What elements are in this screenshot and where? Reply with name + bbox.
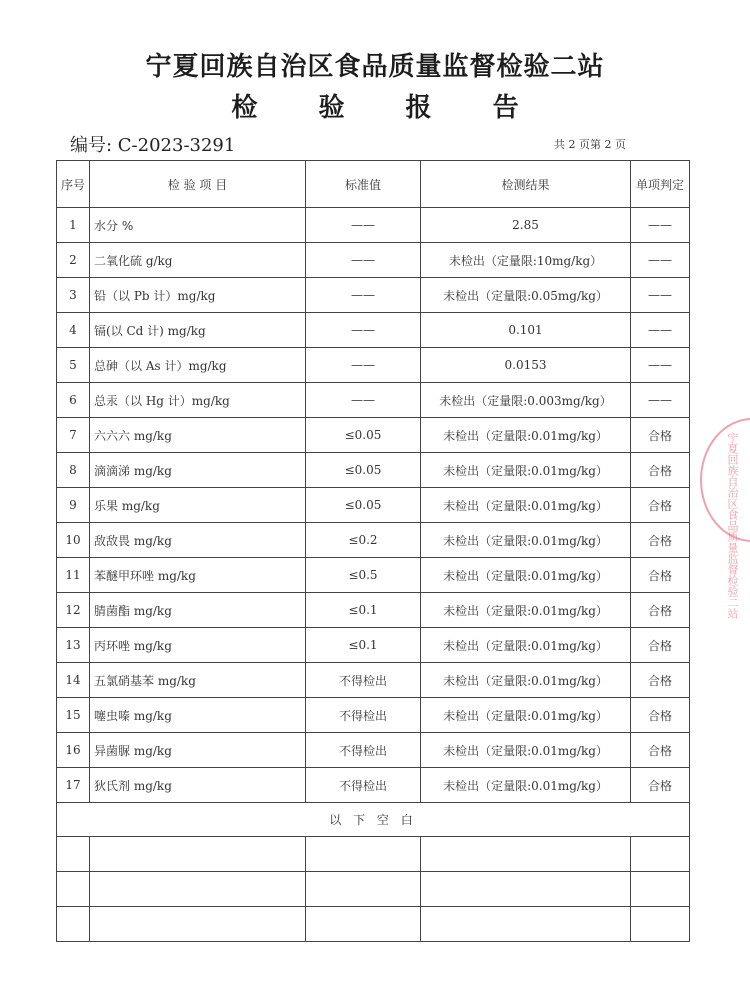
- cell-no: 15: [57, 698, 90, 733]
- cell-item: 狄氏剂 mg/kg: [90, 768, 306, 803]
- cell-no: 16: [57, 733, 90, 768]
- cell-item: 镉(以 Cd 计) mg/kg: [90, 313, 306, 348]
- cell-item: 丙环唑 mg/kg: [90, 628, 306, 663]
- table-row: [57, 768, 690, 803]
- cell-item: 铅（以 Pb 计）mg/kg: [90, 278, 306, 313]
- cell-result: 未检出（定量限:10mg/kg）: [421, 243, 631, 278]
- cell-standard: 不得检出: [306, 733, 421, 768]
- cell-no: 5: [57, 348, 90, 383]
- cell-standard: 不得检出: [306, 768, 421, 803]
- cell-standard: ≤0.05: [306, 418, 421, 453]
- doc-number: 编号: C-2023-3291: [70, 135, 236, 156]
- cell-item: 异菌脲 mg/kg: [90, 733, 306, 768]
- cell-no: 6: [57, 383, 90, 418]
- cell-standard: ——: [306, 348, 421, 383]
- cell-standard: ≤0.05: [306, 488, 421, 523]
- blank-note: 以 下 空 白: [57, 803, 690, 837]
- cell-judgement: 合格: [631, 628, 690, 663]
- cell-standard: ≤0.5: [306, 558, 421, 593]
- cell-no: 12: [57, 593, 90, 628]
- report-title-char: 报: [405, 93, 432, 123]
- header-no: 序号: [57, 161, 90, 208]
- cell-standard: ≤0.05: [306, 453, 421, 488]
- report-title-char: 检: [231, 93, 258, 123]
- empty-row: [57, 837, 690, 872]
- cell-result: 未检出（定量限:0.01mg/kg）: [421, 698, 631, 733]
- cell-item: 乐果 mg/kg: [90, 488, 306, 523]
- cell-item: 敌敌畏 mg/kg: [90, 523, 306, 558]
- cell-item: 腈菌酯 mg/kg: [90, 593, 306, 628]
- cell-result: 未检出（定量限:0.01mg/kg）: [421, 663, 631, 698]
- table-row: [57, 243, 690, 278]
- header-item: 检 验 项 目: [90, 161, 306, 208]
- cell-standard: ≤0.1: [306, 593, 421, 628]
- cell-standard: ——: [306, 313, 421, 348]
- cell-result: 未检出（定量限:0.01mg/kg）: [421, 628, 631, 663]
- table-row: [57, 313, 690, 348]
- cell-result: 未检出（定量限:0.01mg/kg）: [421, 523, 631, 558]
- cell-no: 7: [57, 418, 90, 453]
- cell-result: 未检出（定量限:0.01mg/kg）: [421, 488, 631, 523]
- cell-result: 0.101: [421, 313, 631, 348]
- cell-no: 10: [57, 523, 90, 558]
- cell-judgement: ——: [631, 278, 690, 313]
- cell-standard: ≤0.1: [306, 628, 421, 663]
- org-title: 宁夏回族自治区食品质量监督检验二站: [145, 52, 605, 82]
- cell-judgement: 合格: [631, 558, 690, 593]
- table-row: [57, 523, 690, 558]
- cell-judgement: ——: [631, 313, 690, 348]
- report-title: [0, 87, 750, 124]
- cell-judgement: 合格: [631, 488, 690, 523]
- cell-result: 0.0153: [421, 348, 631, 383]
- table-header-row: [57, 161, 690, 208]
- cell-result: 未检出（定量限:0.05mg/kg）: [421, 278, 631, 313]
- cell-judgement: 合格: [631, 663, 690, 698]
- cell-judgement: ——: [631, 383, 690, 418]
- table-row: [57, 698, 690, 733]
- report-title-char: 验: [318, 93, 345, 123]
- table-row: [57, 558, 690, 593]
- cell-item: 苯醚甲环唑 mg/kg: [90, 558, 306, 593]
- table-row: [57, 593, 690, 628]
- cell-judgement: ——: [631, 208, 690, 243]
- seal-text: 宁夏回族自治区食品质量监督检验二站: [726, 432, 739, 619]
- cell-item: 二氧化硫 g/kg: [90, 243, 306, 278]
- inspection-table: [56, 160, 690, 942]
- cell-standard: ≤0.2: [306, 523, 421, 558]
- table-row: [57, 383, 690, 418]
- cell-standard: 不得检出: [306, 698, 421, 733]
- blank-note-row: [57, 803, 690, 837]
- report-title-char: 告: [492, 93, 519, 123]
- header-judgement: 单项判定: [631, 161, 690, 208]
- cell-result: 未检出（定量限:0.01mg/kg）: [421, 418, 631, 453]
- cell-standard: ——: [306, 383, 421, 418]
- cell-standard: ——: [306, 208, 421, 243]
- cell-judgement: 合格: [631, 453, 690, 488]
- cell-item: 总砷（以 As 计）mg/kg: [90, 348, 306, 383]
- cell-result: 未检出（定量限:0.003mg/kg）: [421, 383, 631, 418]
- cell-no: 8: [57, 453, 90, 488]
- page-info: 共 2 页第 2 页: [554, 138, 626, 151]
- cell-no: 1: [57, 208, 90, 243]
- table-row: [57, 733, 690, 768]
- cell-judgement: ——: [631, 243, 690, 278]
- cell-result: 未检出（定量限:0.01mg/kg）: [421, 733, 631, 768]
- cell-no: 13: [57, 628, 90, 663]
- cell-standard: ——: [306, 278, 421, 313]
- table-row: [57, 418, 690, 453]
- table-row: [57, 628, 690, 663]
- cell-judgement: 合格: [631, 523, 690, 558]
- header-standard: 标准值: [306, 161, 421, 208]
- cell-item: 噻虫嗪 mg/kg: [90, 698, 306, 733]
- cell-no: 4: [57, 313, 90, 348]
- cell-no: 2: [57, 243, 90, 278]
- cell-result: 未检出（定量限:0.01mg/kg）: [421, 453, 631, 488]
- cell-item: 五氯硝基苯 mg/kg: [90, 663, 306, 698]
- table-row: [57, 348, 690, 383]
- cell-result: 2.85: [421, 208, 631, 243]
- cell-no: 11: [57, 558, 90, 593]
- empty-row: [57, 907, 690, 942]
- cell-item: 滴滴涕 mg/kg: [90, 453, 306, 488]
- header-result: 检测结果: [421, 161, 631, 208]
- cell-item: 六六六 mg/kg: [90, 418, 306, 453]
- table-row: [57, 488, 690, 523]
- cell-result: 未检出（定量限:0.01mg/kg）: [421, 768, 631, 803]
- table-row: [57, 208, 690, 243]
- cell-judgement: ——: [631, 348, 690, 383]
- table-row: [57, 278, 690, 313]
- cell-no: 3: [57, 278, 90, 313]
- table-row: [57, 663, 690, 698]
- cell-result: 未检出（定量限:0.01mg/kg）: [421, 593, 631, 628]
- cell-judgement: 合格: [631, 698, 690, 733]
- cell-judgement: 合格: [631, 593, 690, 628]
- cell-standard: 不得检出: [306, 663, 421, 698]
- cell-standard: ——: [306, 243, 421, 278]
- cell-no: 14: [57, 663, 90, 698]
- cell-no: 9: [57, 488, 90, 523]
- cell-item: 总汞（以 Hg 计）mg/kg: [90, 383, 306, 418]
- cell-no: 17: [57, 768, 90, 803]
- cell-result: 未检出（定量限:0.01mg/kg）: [421, 558, 631, 593]
- table-row: [57, 453, 690, 488]
- cell-judgement: 合格: [631, 733, 690, 768]
- cell-item: 水分 %: [90, 208, 306, 243]
- cell-judgement: 合格: [631, 418, 690, 453]
- empty-row: [57, 872, 690, 907]
- cell-judgement: 合格: [631, 768, 690, 803]
